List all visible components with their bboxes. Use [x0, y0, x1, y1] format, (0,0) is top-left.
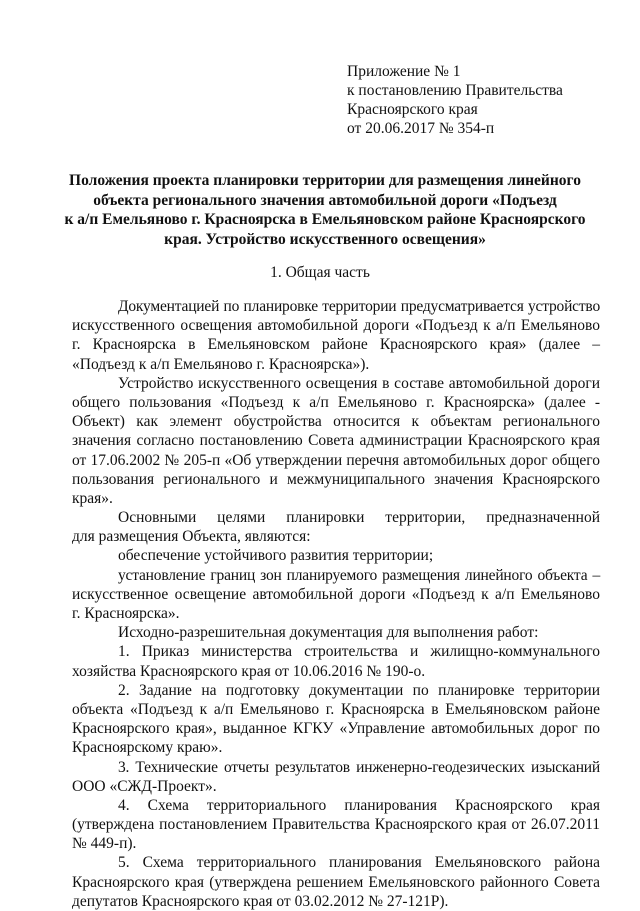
text-line: Красноярскому краю».	[72, 739, 223, 757]
paragraph-7	[72, 642, 600, 680]
paragraph-9	[72, 758, 600, 796]
appendix-line: к постановлению Правительства	[347, 82, 563, 99]
title-line: Положения проекта планировки территории для размещения линейного	[69, 172, 581, 189]
text-line: г. Красноярска».	[72, 605, 180, 622]
text-line: пользования регионального и межмуниципального значения Красноярского	[72, 470, 600, 488]
text-line: установление границ зон планируемого размещения линейного объекта –	[118, 566, 600, 584]
title-line: объекта регионального значения автомобильной дороги «Подъезд	[93, 191, 557, 209]
text-line: г. Красноярска в Емельяновском районе Красноярского края» (далее –	[72, 336, 600, 354]
paragraph-8	[72, 681, 600, 758]
text-line: 3. Технические отчеты результатов инженерно-геодезических изысканий	[118, 758, 600, 776]
title-line: к а/п Емельяново г. Красноярска в Емельяновском районе Красноярского	[64, 211, 586, 228]
text-line: искусственное освещение автомобильной дороги «Подъезд к а/п Емельяново	[72, 585, 600, 603]
text-line: 5. Схема территориального планирования Емельяновского района	[118, 854, 600, 872]
text-line: Исходно-разрешительная документация для выполнения работ:	[118, 624, 539, 642]
text-line: Документацией по планировке территории предусматривается устройство	[118, 298, 600, 315]
text-line: 4. Схема территориального планирования Красноярского края	[118, 796, 600, 814]
text-line: депутатов Красноярского края от 03.02.2012 № 27-121Р).	[72, 892, 449, 910]
text-line: искусственного освещения автомобильной дороги «Подъезд к а/п Емельяново	[72, 317, 600, 335]
text-line: для размещения Объекта, являются:	[72, 528, 311, 546]
paragraph-6	[72, 623, 600, 642]
text-line: объекта «Подъезд к а/п Емельяново г. Красноярска в Емельяновском районе	[72, 700, 600, 718]
text-line: № 449-п).	[72, 835, 137, 853]
text-line: хозяйства Красноярского края от 10.06.2016 № 190-о.	[72, 662, 426, 680]
section-heading: 1. Общая часть	[270, 264, 370, 281]
appendix-line: от 20.06.2017 № 354-п	[347, 120, 495, 137]
text-line: 1. Приказ министерства строительства и жилищно-коммунального	[118, 643, 600, 661]
text-line: Красноярского края (утверждена решением Емельяновского районного Совета	[72, 873, 600, 891]
text-line: обеспечение устойчивого развития территории;	[118, 547, 434, 565]
title-line: края. Устройство искусственного освещения»	[164, 230, 486, 248]
appendix-block	[347, 62, 617, 138]
text-line: Объект) как элемент обустройства относится к объектам регионального	[72, 413, 600, 431]
appendix-line: Красноярского края	[347, 101, 478, 118]
text-line: Устройство искусственного освещения в составе автомобильной дороги	[118, 374, 600, 392]
text-line: общего пользования «Подъезд к а/п Емельяново г. Красноярска» (далее -	[72, 393, 600, 411]
paragraph-3	[72, 508, 600, 546]
paragraph-11	[72, 853, 600, 911]
paragraph-10	[72, 796, 600, 854]
appendix-line: Приложение № 1	[347, 63, 461, 80]
text-line: Красноярского края», выданное КГКУ «Управление автомобильных дорог по	[72, 720, 600, 738]
text-line: от 17.06.2002 № 205-п «Об утверждении перечня автомобильных дорог общего	[72, 451, 600, 469]
paragraph-1	[72, 297, 600, 374]
paragraph-4	[72, 546, 600, 565]
document-title	[60, 171, 590, 249]
text-line: края».	[72, 489, 113, 507]
text-line: «Подъезд к а/п Емельяново г. Красноярска»).	[72, 355, 370, 373]
document-body	[72, 297, 600, 911]
text-line: значения согласно постановлению Совета администрации Красноярского края	[72, 432, 600, 450]
paragraph-5	[72, 566, 600, 624]
text-line: ООО «СЖД-Проект».	[72, 777, 217, 795]
paragraph-2	[72, 374, 600, 508]
text-line: Основными целями планировки территории, предназначенной	[118, 509, 600, 527]
text-line: (утверждена постановлением Правительства Красноярского края от 26.07.2011	[72, 816, 600, 834]
text-line: 2. Задание на подготовку документации по планировке территории	[118, 681, 600, 699]
